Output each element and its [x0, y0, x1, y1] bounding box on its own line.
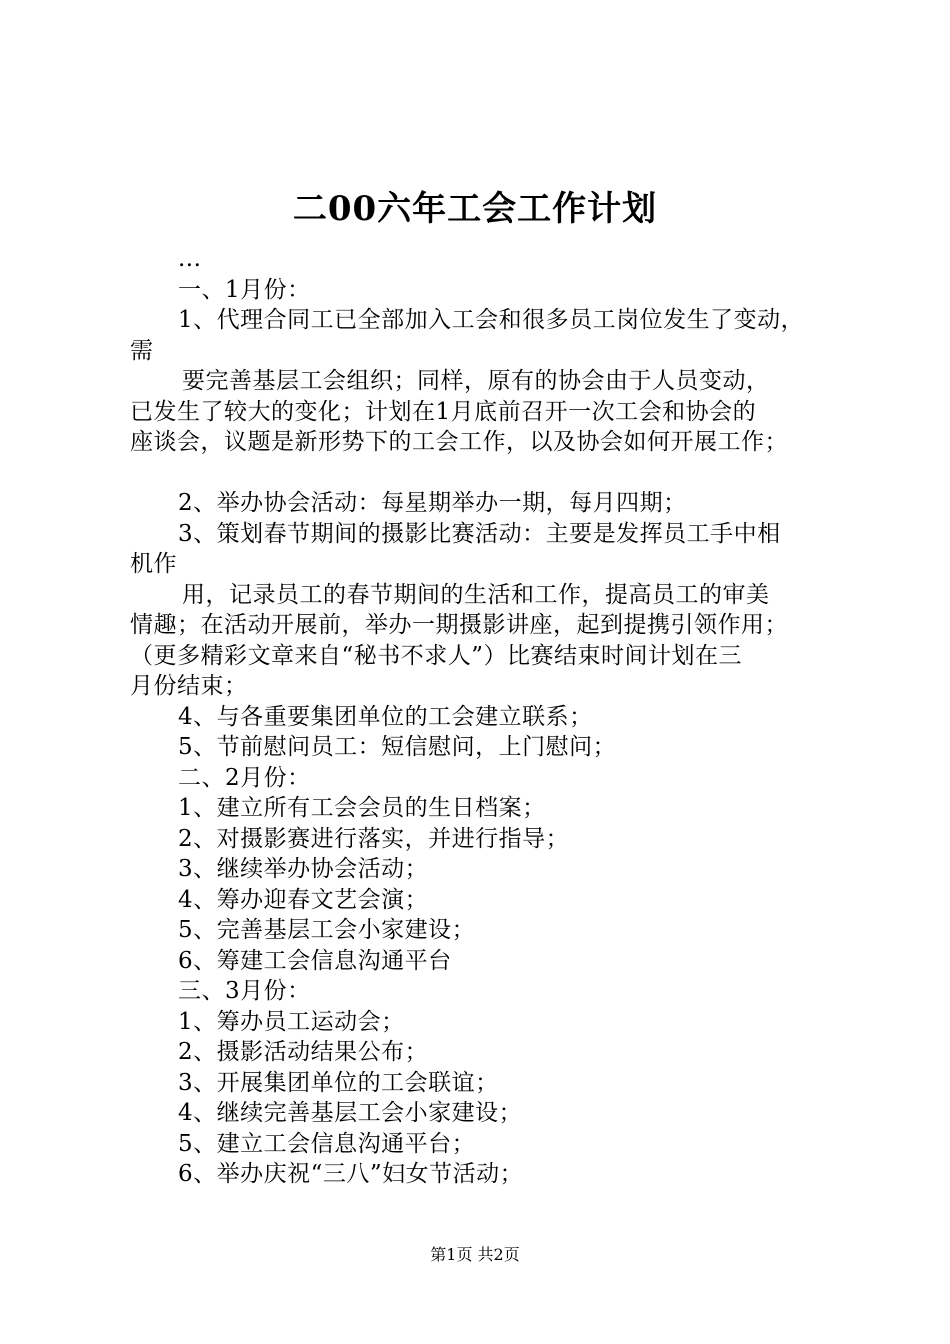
paragraph-line: 已发生了较大的变化；计划在1月底前召开一次工会和协会的 [130, 398, 757, 425]
paragraph-line: 4、筹办迎春文艺会演； [178, 886, 429, 913]
paragraph-line: 要完善基层工会组织；同样，原有的协会由于人员变动， [182, 368, 770, 394]
paragraph-line: 需 [130, 337, 154, 364]
paragraph-line: 6、筹建工会信息沟通平台 [178, 947, 452, 974]
paragraph-line: 5、节前慰问员工：短信慰问，上门慰问； [178, 734, 617, 760]
paragraph-line: 3、继续举办协会活动； [178, 856, 429, 882]
paragraph-line: 1、筹办员工运动会； [178, 1008, 405, 1035]
paragraph-line: 二、2月份： [178, 764, 311, 791]
paragraph-line: 1、代理合同工已全部加入工会和很多员工岗位发生了变动， [178, 307, 805, 333]
paragraph-line: 2、举办协会活动：每星期举办一期，每月四期； [178, 490, 687, 516]
paragraph-line: 3、策划春节期间的摄影比赛活动：主要是发挥员工手中相 [178, 520, 781, 547]
document-body [130, 244, 830, 1190]
paragraph-line: 情趣；在活动开展前，举办一期摄影讲座，起到提携引领作用； [130, 612, 788, 638]
paragraph-line: 1、建立所有工会会员的生日档案； [178, 795, 546, 821]
paragraph-line: 5、完善基层工会小家建设； [178, 917, 476, 943]
document-title: 二00六年工会工作计划 [292, 189, 658, 229]
paragraph-line: 6、举办庆祝“三八”妇女节活动； [178, 1161, 524, 1187]
paragraph-line: 2、对摄影赛进行落实，并进行指导； [178, 825, 570, 852]
paragraph-line: 月份结束； [130, 673, 248, 699]
paragraph-line: 一、1月份： [178, 276, 311, 303]
paragraph-line: 3、开展集团单位的工会联谊； [178, 1069, 499, 1096]
page-footer: 第1页 共2页 [430, 1245, 520, 1264]
paragraph-line: 5、建立工会信息沟通平台； [178, 1130, 476, 1157]
blank-line [130, 458, 830, 489]
paragraph-line: 机作 [130, 551, 177, 577]
paragraph-line: 2、摄影活动结果公布； [178, 1039, 429, 1065]
paragraph-line: ... [178, 246, 202, 272]
paragraph-line: 4、与各重要集团单位的工会建立联系； [178, 703, 593, 730]
paragraph-line: （更多精彩文章来自“秘书不求人”）比赛结束时间计划在三 [130, 642, 743, 669]
paragraph-line: 用，记录员工的春节期间的生活和工作，提高员工的审美 [182, 581, 770, 608]
paragraph-line: 三、3月份： [178, 978, 311, 1004]
paragraph-line: 座谈会，议题是新形势下的工会工作，以及协会如何开展工作； [130, 429, 788, 455]
paragraph-line: 4、继续完善基层工会小家建设； [178, 1100, 523, 1126]
